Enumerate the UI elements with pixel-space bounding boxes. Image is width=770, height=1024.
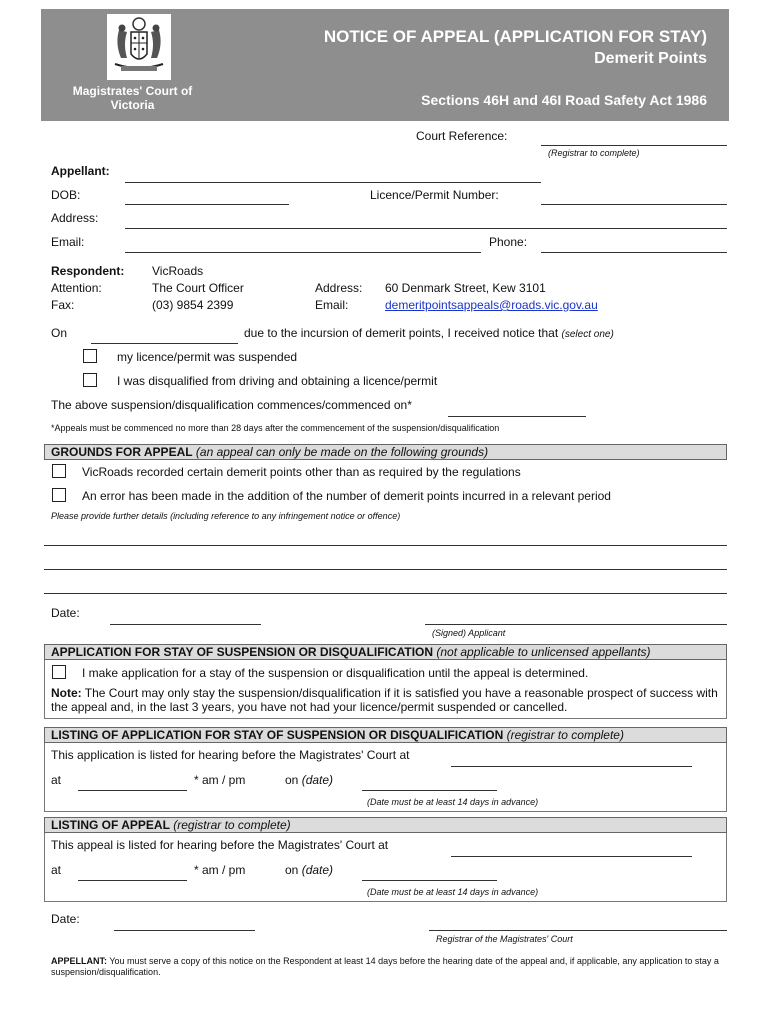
on-label: On xyxy=(51,326,68,340)
stay-note xyxy=(51,686,721,714)
stay-heading: APPLICATION FOR STAY OF SUSPENSION OR DISQUALIFICATION xyxy=(51,645,434,659)
act-reference: Sections 46H and 46I Road Safety Act 1986 xyxy=(421,92,707,108)
ground1-checkbox[interactable] xyxy=(52,464,66,478)
attention-value: The Court Officer xyxy=(152,281,244,295)
listing-stay-text: This application is listed for hearing before the Magistrates' Court at xyxy=(51,748,410,762)
listing-stay-time-field[interactable] xyxy=(78,790,187,791)
court-reference-label: Court Reference: xyxy=(416,129,508,143)
applicant-date-label: Date: xyxy=(51,606,80,620)
disqualified-option-label: I was disqualified from driving and obtaining a licence/permit xyxy=(117,374,438,388)
licence-number-field[interactable] xyxy=(541,204,727,205)
licence-number-label: Licence/Permit Number: xyxy=(370,188,499,202)
listing-stay-heading-bar xyxy=(44,727,727,743)
registrar-signature-field[interactable] xyxy=(429,930,727,931)
address-field[interactable] xyxy=(125,228,727,229)
listing-appeal-on-label: on xyxy=(285,863,299,877)
phone-label: Phone: xyxy=(489,235,528,249)
grounds-heading-note: (an appeal can only be made on the following grounds) xyxy=(195,445,489,459)
listing-appeal-time-field[interactable] xyxy=(78,880,187,881)
court-name: Magistrates' Court of Victoria xyxy=(72,84,193,112)
listing-appeal-heading-note: (registrar to complete) xyxy=(173,818,291,832)
grounds-heading: GROUNDS FOR APPEAL xyxy=(51,445,193,459)
registrar-signature-label: Registrar of the Magistrates' Court xyxy=(436,934,573,944)
stay-note-label: Note: xyxy=(51,686,82,700)
notice-text xyxy=(244,326,614,340)
respondent-address-label: Address: xyxy=(315,281,363,295)
listing-stay-heading: LISTING OF APPLICATION FOR STAY OF SUSPENSION OR DISQUALIFICATION xyxy=(51,728,504,742)
listing-stay-on xyxy=(285,773,333,787)
court-reference-field[interactable] xyxy=(541,145,727,146)
fax-value: (03) 9854 2399 xyxy=(152,298,234,312)
listing-stay-date-word: (date) xyxy=(301,773,334,787)
footer-text: You must serve a copy of this notice on the Respondent at least 14 days before the hearing date of the appeal and, if applicable, any application to stay a suspension/disqualification. xyxy=(51,956,719,977)
listing-stay-date-field[interactable] xyxy=(362,790,497,791)
appeal-deadline-footnote: *Appeals must be commenced no more than 28 days after the commencement of the suspension/disqualification xyxy=(51,423,500,433)
respondent-name: VicRoads xyxy=(152,264,204,278)
respondent-email-label: Email: xyxy=(315,298,349,312)
form-header xyxy=(41,9,729,121)
listing-stay-court-field[interactable] xyxy=(451,766,692,767)
details-line-2[interactable] xyxy=(44,569,727,570)
suspended-option-label: my licence/permit was suspended xyxy=(117,350,298,364)
listing-appeal-heading-bar xyxy=(44,817,727,833)
stay-heading-note: (not applicable to unlicensed appellants) xyxy=(436,645,651,659)
form-subtitle: Demerit Points xyxy=(594,50,707,67)
listing-stay-on-label: on xyxy=(285,773,299,787)
listing-appeal-on xyxy=(285,863,333,877)
ground1-label: VicRoads recorded certain demerit points other than as required by the regulations xyxy=(82,465,521,479)
ground2-checkbox[interactable] xyxy=(52,488,66,502)
phone-field[interactable] xyxy=(541,252,727,253)
fax-label: Fax: xyxy=(51,298,75,312)
ground2-label: An error has been made in the addition of the number of demerit points incurred in a relevant period xyxy=(82,489,611,503)
listing-appeal-heading: LISTING OF APPEAL xyxy=(51,818,170,832)
appellant-heading: Appellant: xyxy=(51,164,110,178)
stay-application-text: I make application for a stay of the suspension or disqualification until the appeal is determined. xyxy=(82,666,589,680)
respondent-address-value: 60 Denmark Street, Kew 3101 xyxy=(385,281,546,295)
commencement-date-field[interactable] xyxy=(448,416,586,417)
details-line-3[interactable] xyxy=(44,593,727,594)
attention-label: Attention: xyxy=(51,281,102,295)
dob-label: DOB: xyxy=(51,188,81,202)
listing-stay-at-label: at xyxy=(51,773,62,787)
notice-date-field[interactable] xyxy=(91,343,238,344)
details-line-1[interactable] xyxy=(44,545,727,546)
applicant-date-field[interactable] xyxy=(110,624,261,625)
registrar-date-field[interactable] xyxy=(114,930,255,931)
stay-heading-bar xyxy=(44,644,727,660)
signed-applicant-label: (Signed) Applicant xyxy=(432,628,506,638)
email-field[interactable] xyxy=(125,252,481,253)
grounds-heading-bar xyxy=(44,444,727,460)
form-title: NOTICE OF APPEAL (APPLICATION FOR STAY) xyxy=(323,27,707,46)
select-one-note: (select one) xyxy=(561,329,614,340)
email-label: Email: xyxy=(51,235,85,249)
listing-appeal-date-field[interactable] xyxy=(362,880,497,881)
listing-appeal-at-label: at xyxy=(51,863,62,877)
notice-due-text: due to the incursion of demerit points, I received notice that xyxy=(244,326,559,340)
applicant-signature-field[interactable] xyxy=(425,624,727,625)
footer-label: APPELLANT: xyxy=(51,956,107,966)
listing-appeal-ampm: * am / pm xyxy=(194,863,246,877)
stay-note-text: The Court may only stay the suspension/disqualification if it is satisfied you have a reasonable prospect of success with the appeal and, in the last 3 years, you have not had your licence/permit suspended or cancelled. xyxy=(51,686,718,714)
listing-stay-ampm: * am / pm xyxy=(194,773,246,787)
listing-appeal-date-word: (date) xyxy=(301,863,334,877)
respondent-email-link[interactable]: demeritpointsappeals@roads.vic.gov.au xyxy=(385,298,598,312)
details-note: Please provide further details (including reference to any infringement notice or offence) xyxy=(51,511,401,521)
appellant-name-field[interactable] xyxy=(125,182,541,183)
respondent-heading: Respondent: xyxy=(51,264,125,278)
listing-appeal-text: This appeal is listed for hearing before the Magistrates' Court at xyxy=(51,838,389,852)
listing-stay-date-note: (Date must be at least 14 days in advance) xyxy=(367,797,539,807)
dob-field[interactable] xyxy=(125,204,289,205)
suspended-checkbox[interactable] xyxy=(83,349,97,363)
address-label: Address: xyxy=(51,211,99,225)
listing-appeal-court-field[interactable] xyxy=(451,856,692,857)
victoria-coat-of-arms-logo xyxy=(107,14,171,80)
registrar-date-label: Date: xyxy=(51,912,80,926)
listing-appeal-date-note: (Date must be at least 14 days in advance) xyxy=(367,887,539,897)
appellant-service-notice xyxy=(51,956,721,978)
stay-application-checkbox[interactable] xyxy=(52,665,66,679)
registrar-complete-note: (Registrar to complete) xyxy=(548,148,640,158)
commences-text: The above suspension/disqualification commences/commenced on* xyxy=(51,398,412,412)
disqualified-checkbox[interactable] xyxy=(83,373,97,387)
listing-stay-heading-note: (registrar to complete) xyxy=(506,728,624,742)
